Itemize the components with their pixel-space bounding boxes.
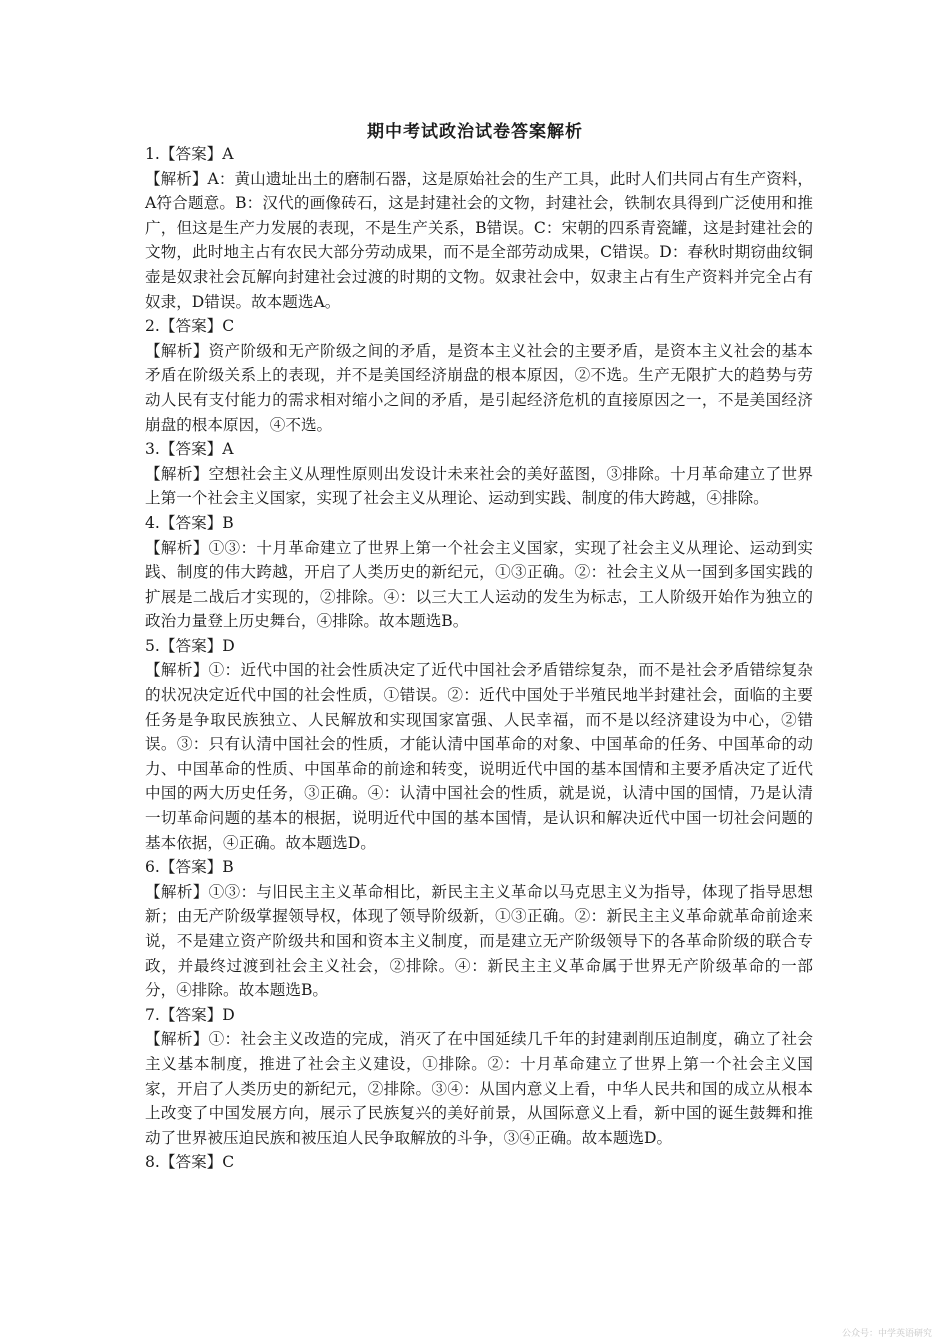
answer-line: 1.【答案】A <box>145 145 234 163</box>
answer-line: 6.【答案】B <box>145 858 234 877</box>
answer-list <box>145 142 813 1175</box>
page-title: 期中考试政治试卷答案解析 <box>367 122 583 142</box>
analysis-paragraph: 【解析】空想社会主义从理性原则出发设计未来社会的美好蓝图，③排除。十月革命建立了世界上第一个社会主义国家，实现了社会主义从理论、运动到实践、制度的伟大跨越，④排除。 <box>145 464 813 508</box>
answer-line: 7.【答案】D <box>145 1005 235 1024</box>
answer-line: 2.【答案】C <box>145 317 235 336</box>
watermark: 公众号：中学英语研究 <box>841 1329 932 1339</box>
answer-line: 5.【答案】D <box>145 636 235 655</box>
answer-line: 8.【答案】C <box>145 1153 235 1172</box>
analysis-paragraph: 【解析】①：社会主义改造的完成，消灭了在中国延续几千年的封建剥削压迫制度，确立了社会主义基本制度，推进了社会主义建设，①排除。②：十月革命建立了世界上第一个社会主义国家，开启了人类历史的新纪元，②排除。③④：从国内意义上看，中华人民共和国的成立从根本上改变了中国发展方向，展示了民族复兴的美好前景，从国际意义上看，新中国的诞生鼓舞和推动了世界被压迫民族和被压迫人民争取解放的斗争，③④正确。故本题选D。 <box>145 1030 813 1147</box>
analysis-paragraph: 【解析】①③：与旧民主主义革命相比，新民主主义革命以马克思主义为指导，体现了指导思想新；由无产阶级掌握领导权，体现了领导阶级新，①③正确。②：新民主主义革命就革命前途来说，不是建立资产阶级共和国和资本主义制度，而是建立无产阶级领导下的各革命阶级的联合专政，并最终过渡到社会主义社会，②排除。④：新民主主义革命属于世界无产阶级革命的一部分，④排除。故本题选B。 <box>145 882 813 1000</box>
analysis-paragraph: 【解析】资产阶级和无产阶级之间的矛盾，是资本主义社会的主要矛盾，是资本主义社会的基本矛盾在阶级关系上的表现，并不是美国经济崩盘的根本原因，②不选。生产无限扩大的趋势与劳动人民有支付能力的需求相对缩小之间的矛盾，是引起经济危机的直接原因之一，不是美国经济崩盘的根本原因，④不选。 <box>145 341 813 434</box>
analysis-paragraph: 【解析】①：近代中国的社会性质决定了近代中国社会矛盾错综复杂，而不是社会矛盾错综复杂的状况决定近代中国的社会性质，①错误。②：近代中国处于半殖民地半封建社会，面临的主要任务是争取民族独立、人民解放和实现国家富强、人民幸福，而不是以经济建设为中心，②错误。③：只有认清中国社会的性质，才能认清中国革命的对象、中国革命的任务、中国革命的动力、中国革命的性质、中国革命的前途和转变，说明近代中国的基本国情和主要矛盾决定了近代中国的两大历史任务，③正确。④：认清中国社会的性质，就是说，认清中国的国情，乃是认清一切革命问题的基本的根据，说明近代中国的基本国情，是认识和解决近代中国一切社会问题的基本依据，④正确。故本题选D。 <box>145 661 813 852</box>
answer-line: 3.【答案】A <box>145 440 234 459</box>
analysis-paragraph: 【解析】A：黄山遗址出土的磨制石器，这是原始社会的生产工具，此时人们共同占有生产资料，A符合题意。B：汉代的画像砖石，这是封建社会的文物，封建社会，铁制农具得到广泛使用和推广，但这是生产力发展的表现，不是生产关系，B错误。C：宋朝的四系青瓷罐，这是封建社会的文物，此时地主占有农民大部分劳动成果，而不是全部劳动成果，C错误。D：春秋时期窃曲纹铜壶是奴隶社会瓦解向封建社会过渡的时期的文物。奴隶社会中，奴隶主占有生产资料并完全占有奴隶，D错误。故本题选A。 <box>145 169 813 311</box>
analysis-paragraph: 【解析】①③：十月革命建立了世界上第一个社会主义国家，实现了社会主义从理论、运动到实践、制度的伟大跨越，开启了人类历史的新纪元，①③正确。②：社会主义从一国到多国实践的扩展是二战后才实现的，②排除。④：以三大工人运动的发生为标志，工人阶级开始作为独立的政治力量登上历史舞台，④排除。故本题选B。 <box>145 538 813 631</box>
answer-line: 4.【答案】B <box>145 513 234 532</box>
